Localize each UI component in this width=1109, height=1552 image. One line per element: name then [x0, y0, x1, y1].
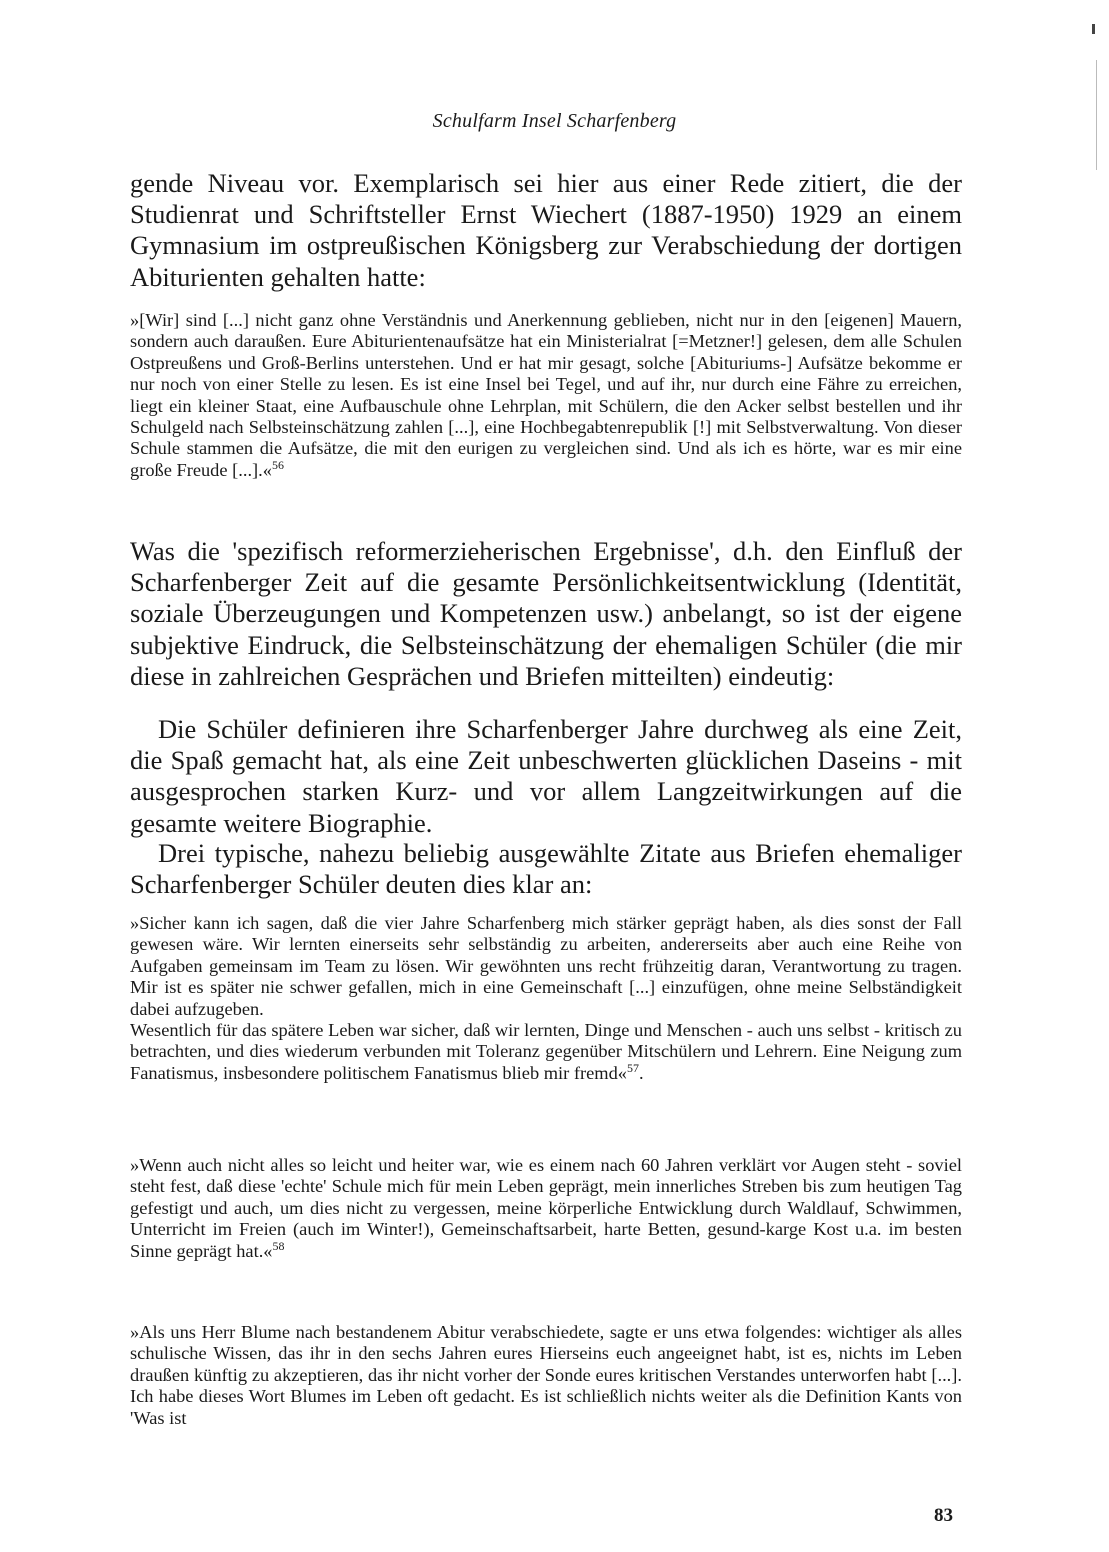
footnote-ref: 58 [272, 1238, 285, 1253]
quote-text: »[Wir] sind [...] nicht ganz ohne Verständnis und Anerkennung geblieben, nicht nur in den [eigenen] Mauern, sondern auch daraußen. Eure Abiturientenaufsätze hat ein Ministerialrat [=Metzner!] gelesen, dem alle Schulen Ostpreußens und Groß-Berlins unterstehen. Und er hat mir gesagt, solche [Abituriums-] Aufsätze bekomme er nur noch von einer Stelle zu lesen. Es ist eine Insel bei Tegel, und auf ihr, nur durch eine Fähre zu erreichen, liegt ein kleiner Staat, eine Aufbauschule ohne Lehrplan, mit Schülern, die den Acker selbst bestellen und ihr Schulgeld nach Selbsteinschätzung zahlen [...], eine Hochbegabtenrepublik [!] mit Selbstverwaltung. Von dieser Schule stammen die Aufsätze, die mit den eurigen zu vergleichen sind. Und als ich es hörte, war es mir eine große Freude [...].« [130, 310, 962, 480]
footnote-ref: 56 [271, 457, 284, 472]
page-number: 83 [934, 1505, 953, 1526]
footnote-ref: 57 [627, 1060, 639, 1075]
quote-text [130, 1020, 962, 1084]
quote-text-continued: Wesentlich für das spätere Leben war sicher, daß wir lernten, Dinge und Menschen - auch uns selbst - kritisch zu betrachten, und dies wiederum verbunden mit Toleranz gegenüber Mitschülern und Lehrern. Eine Neigung zum Fanatismus, insbesondere politischem Fanatismus blieb mir fremd« [130, 1020, 962, 1083]
scan-edge-mark [1096, 60, 1097, 170]
block-quote [130, 1155, 962, 1262]
quote-text: »Wenn auch nicht alles so leicht und heiter war, wie es einem nach 60 Jahren verklärt vor Augen steht - soviel steht fest, daß diese 'echte' Schule mich für mein Leben geprägt, mein innerliches Streben bis zum heutigen Tag gefestigt und auch, um dies nicht zu vergessen, meine körperliche Entwicklung durch Waldlauf, Schwimmen, Unterricht im Freien (auch im Winter!), Gemeinschaftsarbeit, harte Betten, gesund-karge Kost u.a. im besten Sinne geprägt hat.« [130, 1155, 962, 1261]
block-quote: »Als uns Herr Blume nach bestandenem Abitur verabschiedete, sagte er uns etwa folgendes: wichtiger als alles schulische Wissen, das ihr in den sechs Jahren eures Hierseins euch angeeignet habt, ist es, nichts im Leben draußen künftig zu akzeptieren, das ihr nicht vorher der Sonde eures kritischen Verstandes unterworfen habt [...]. Ich habe dieses Wort Blumes im Leben oft gedacht. Es ist schließlich nichts weiter als die Definition Kants von 'Was ist [130, 1322, 962, 1428]
block-quote [130, 310, 962, 481]
block-quote [130, 913, 962, 1084]
body-paragraph: Was die 'spezifisch reformerzieherischen Ergebnisse', d.h. den Einfluß der Scharfenberger Zeit auf die gesamte Persönlichkeitsentwicklung (Identität, soziale Überzeugungen und Kompetenzen usw.) anbelangt, so ist der eigene subjektive Eindruck, die Selbsteinschätzung der ehemaligen Schüler (die mir diese in zahlreichen Gesprächen und Briefen mitteilten) eindeutig: [130, 536, 962, 691]
running-head: Schulfarm Insel Scharfenberg [432, 110, 677, 132]
body-paragraph: Die Schüler definieren ihre Scharfenberger Jahre durchweg als eine Zeit, die Spaß gemacht hat, als eine Zeit unbeschwerten glücklichen Daseins - mit ausgesprochen starken Kurz- und vor allem Langzeitwirkungen auf die gesamte weitere Biographie. [130, 714, 962, 838]
body-paragraph: gende Niveau vor. Exemplarisch sei hier aus einer Rede zitiert, die der Studienrat und Schriftsteller Ernst Wiechert (1887-1950) 1929 an einem Gymnasium im ostpreußischen Königsberg zur Verabschiedung der dortigen Abiturienten gehalten hatte: [130, 168, 962, 292]
scan-edge-mark [1092, 24, 1095, 34]
quote-text: »Sicher kann ich sagen, daß die vier Jahre Scharfenberg mich stärker geprägt haben, als dies sonst der Fall gewesen wäre. Wir lernten einerseits sehr selbständig zu arbeiten, andererseits aber auch eine Reihe von Aufgaben gemeinsam im Team zu lösen. Wir gewöhnten uns recht frühzeitig daran, Verantwortung zu tragen. Mir ist es später nie schwer gefallen, mich in eine Gemeinschaft [...] einzufügen, ohne meine Selbständigkeit dabei aufzugeben. [130, 913, 962, 1019]
body-paragraph: Drei typische, nahezu beliebig ausgewählte Zitate aus Briefen ehemaliger Scharfenberger Schüler deuten dies klar an: [130, 838, 962, 900]
quote-tail: . [638, 1062, 644, 1083]
